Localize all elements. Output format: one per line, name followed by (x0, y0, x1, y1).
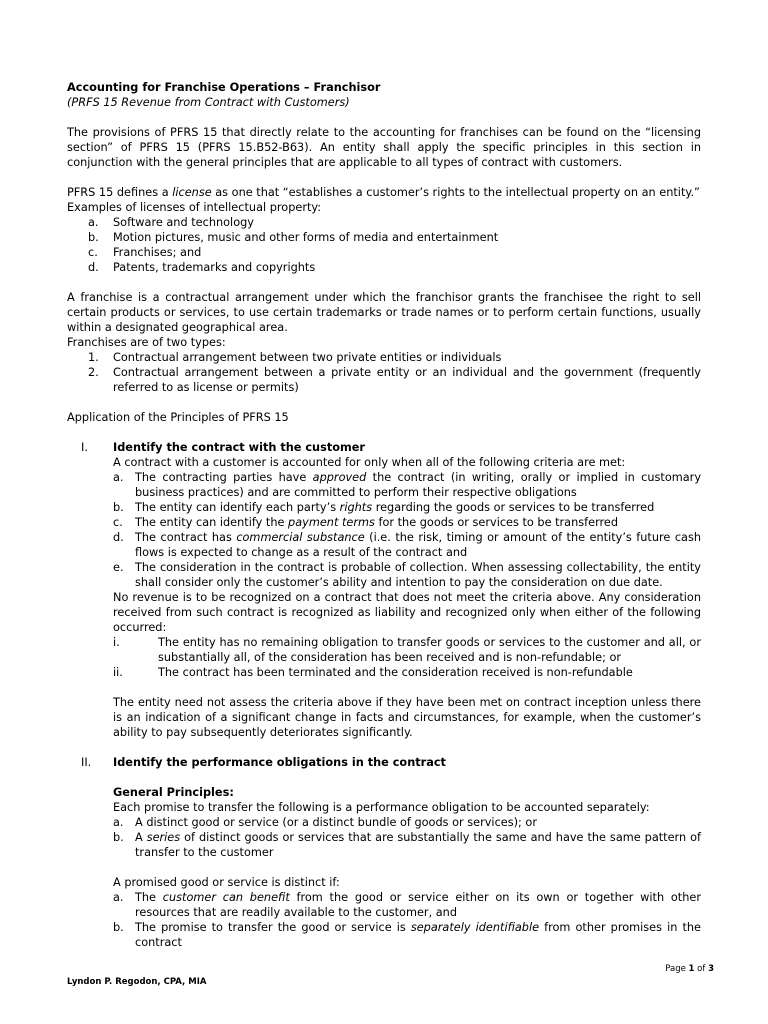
general-principles-intro: Each promise to transfer the following is a performance obligation to be accounted separately: (113, 801, 650, 814)
list-item: a. Software and technology (88, 216, 254, 229)
list-item: c. The entity can identify the payment terms for the goods or services to be transferred (113, 516, 619, 529)
distinct-intro: A promised good or service is distinct if: (113, 876, 340, 889)
section-performance-obligations (67, 755, 701, 950)
list-item: b. Motion pictures, music and other forms of media and entertainment (88, 231, 499, 244)
list-item: e. The consideration in the contract is probable of collection. When assessing collectability, the entity shall consider only the customer’s ability and intention to pay the consideration on due date. (113, 561, 701, 589)
list-item: b. The promise to transfer the good or service is separately identifiable from other promises in the contract (113, 921, 702, 949)
author-footer: Lyndon P. Regodon, CPA, MIA (67, 977, 207, 987)
list-item: 1. Contractual arrangement between two private entities or individuals (88, 351, 502, 364)
list-item: c. Franchises; and (88, 246, 202, 259)
general-principles-heading: General Principles: (113, 786, 234, 799)
license-examples-intro: Examples of licenses of intellectual property: (67, 201, 322, 214)
list-item: ii. The contract has been terminated and the consideration received is non-refundable (113, 666, 633, 679)
license-definition: PFRS 15 defines a license as one that “establishes a customer’s rights to the intellectual property on an entity.” (67, 186, 700, 199)
franchise-types-intro: Franchises are of two types: (67, 336, 226, 349)
list-item: d. Patents, trademarks and copyrights (88, 261, 316, 274)
license-examples-list (67, 215, 701, 275)
section-title: Identify the contract with the customer (113, 441, 365, 454)
list-item: b. The entity can identify each party’s rights regarding the goods or services to be transferred (113, 501, 655, 514)
section-number: II. (81, 756, 92, 769)
no-revenue-paragraph: No revenue is to be recognized on a contract that does not meet the criteria above. Any consideration received from such contract is recognized as liability and recognized only when either of the following occurred: (113, 591, 701, 634)
criteria-intro: A contract with a customer is accounted for only when all of the following criteria are met: (113, 456, 626, 469)
section-title: Identify the performance obligations in the contract (113, 756, 446, 769)
document-page (67, 80, 701, 950)
application-heading: Application of the Principles of PFRS 15 (67, 411, 289, 424)
section-number: I. (81, 441, 88, 454)
document-subtitle: (PRFS 15 Revenue from Contract with Customers) (67, 96, 350, 109)
intro-paragraph: The provisions of PFRS 15 that directly relate to the accounting for franchises can be found on the “licensing section” of PFRS 15 (PFRS 15.B52-B63). An entity shall apply the specific principles in this section in conjunction with the general principles that are applicable to all types of contract with customers. (67, 126, 701, 169)
list-item: a. A distinct good or service (or a distinct bundle of goods or services); or (113, 816, 537, 829)
section-identify-contract (67, 440, 701, 740)
list-item: a. The contracting parties have approved the contract (in writing, orally or implied in customary business practices) and are committed to perform their respective obligations (113, 471, 702, 499)
list-item: i. The entity has no remaining obligation to transfer goods or services to the customer and all, or substantially all, of the consideration has been received and is non-refundable; or (113, 636, 701, 664)
list-item: d. The contract has commercial substance (i.e. the risk, timing or amount of the entity’s future cash flows is expected to change as a result of the contract and (113, 531, 702, 559)
franchise-types-list (67, 350, 701, 395)
page-number: Page 1 of 3 (665, 964, 714, 974)
list-item: a. The customer can benefit from the good or service either on its own or together with other resources that are readily available to the customer, and (113, 891, 701, 919)
document-title: Accounting for Franchise Operations – Franchisor (67, 81, 381, 94)
list-item: 2. Contractual arrangement between a private entity or an individual and the government (frequently referred to as license or permits) (88, 366, 701, 394)
reassess-paragraph: The entity need not assess the criteria above if they have been met on contract inception unless there is an indication of a significant change in facts and circumstances, for example, when the customer’s ability to pay subsequently deteriorates significantly. (113, 696, 701, 739)
franchise-definition: A franchise is a contractual arrangement under which the franchisor grants the franchisee the right to sell certain products or services, to use certain trademarks or trade names or to perform certain functions, usually within a designated geographical area. (67, 291, 701, 334)
list-item: b. A series of distinct goods or services that are substantially the same and have the same pattern of transfer to the customer (113, 831, 701, 859)
